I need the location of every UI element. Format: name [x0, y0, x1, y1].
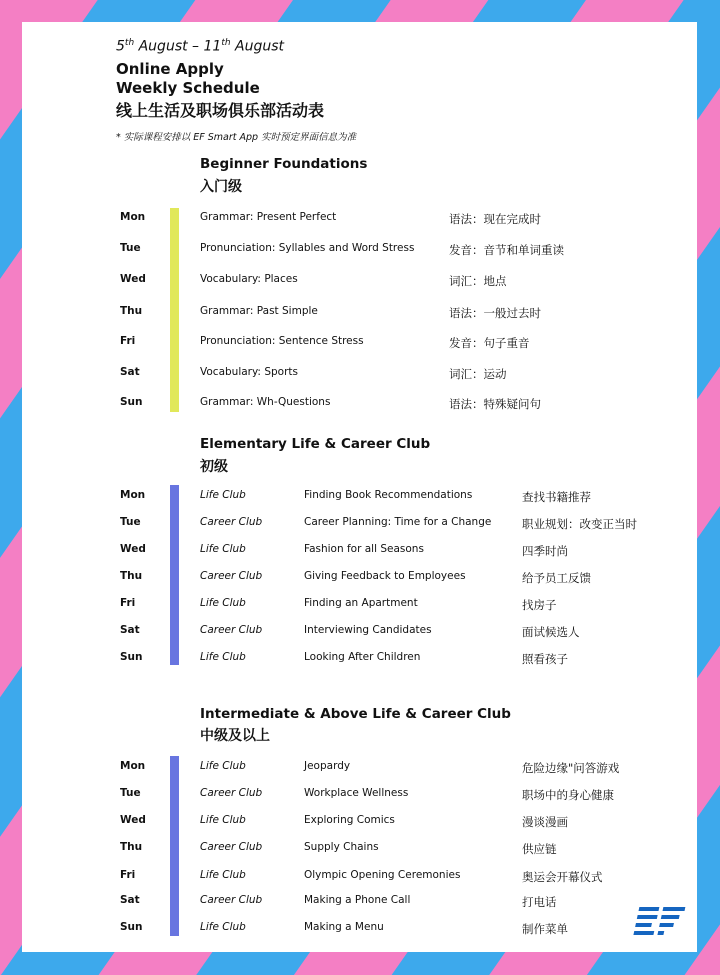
class-topic: Pronunciation: Sentence Stress — [200, 335, 364, 347]
day-label: Tue — [120, 242, 141, 254]
section-title-beginner-cn: 入门级 — [200, 179, 242, 195]
class-topic-cn: 奥运会开幕仪式 — [522, 870, 603, 884]
day-label: Sat — [120, 894, 140, 906]
class-topic-cn: 语法：特殊疑问句 — [449, 397, 541, 411]
schedule-sheet — [22, 22, 697, 952]
section-title-elementary-cn: 初级 — [200, 459, 228, 475]
club-type: Career Club — [200, 841, 263, 853]
club-type: Life Club — [200, 869, 246, 881]
intermediate-color-bar — [170, 756, 179, 936]
class-topic-cn: 危险边缘"问答游戏 — [522, 761, 620, 775]
class-topic: Interviewing Candidates — [304, 624, 432, 636]
class-topic-cn: 四季时尚 — [522, 544, 568, 558]
section-title-elementary: Elementary Life & Career Club — [200, 436, 431, 452]
class-topic-cn: 词汇：运动 — [449, 367, 507, 381]
day-label: Sun — [120, 921, 143, 933]
class-topic: Vocabulary: Sports — [200, 366, 298, 378]
class-topic: Grammar: Wh-Questions — [200, 396, 331, 408]
day-label: Fri — [120, 597, 136, 609]
class-topic: Grammar: Past Simple — [200, 305, 318, 317]
day-label: Sat — [120, 624, 140, 636]
elementary-color-bar — [170, 485, 179, 665]
day-label: Tue — [120, 516, 141, 528]
class-topic: Workplace Wellness — [304, 787, 409, 799]
day-label: Mon — [120, 489, 146, 501]
class-topic: Giving Feedback to Employees — [304, 570, 466, 582]
club-type: Life Club — [200, 760, 246, 772]
club-type: Career Club — [200, 894, 263, 906]
club-type: Life Club — [200, 543, 246, 555]
class-topic: Career Planning: Time for a Change — [304, 516, 492, 528]
class-topic: Vocabulary: Places — [200, 273, 298, 285]
class-topic-cn: 照看孩子 — [522, 652, 568, 666]
day-label: Sat — [120, 366, 140, 378]
class-topic-cn: 供应链 — [522, 842, 557, 856]
class-topic: Olympic Opening Ceremonies — [304, 869, 461, 881]
schedule-note: * 实际课程安排以 EF Smart App 实时预定界面信息为准 — [116, 132, 357, 143]
class-topic: Finding Book Recommendations — [304, 489, 473, 501]
class-topic-cn: 发音：音节和单词重读 — [449, 243, 564, 257]
club-type: Life Club — [200, 814, 246, 826]
class-topic-cn: 漫谈漫画 — [522, 815, 568, 829]
day-label: Wed — [120, 273, 146, 285]
header-weekly-schedule: Weekly Schedule — [116, 79, 260, 97]
class-topic-cn: 查找书籍推荐 — [522, 490, 591, 504]
club-type: Career Club — [200, 570, 263, 582]
class-topic: Exploring Comics — [304, 814, 395, 826]
class-topic: Making a Phone Call — [304, 894, 411, 906]
club-type: Life Club — [200, 489, 246, 501]
club-type: Life Club — [200, 597, 246, 609]
day-label: Fri — [120, 335, 136, 347]
class-topic: Jeopardy — [304, 760, 351, 772]
date-range: 5th August – 11th August — [116, 38, 285, 55]
day-label: Thu — [120, 305, 143, 317]
class-topic-cn: 职场中的身心健康 — [522, 788, 614, 802]
beginner-color-bar — [170, 208, 179, 412]
day-label: Mon — [120, 211, 146, 223]
section-title-intermediate-cn: 中级及以上 — [200, 728, 270, 744]
class-topic: Making a Menu — [304, 921, 384, 933]
class-topic-cn: 语法：一般过去时 — [449, 306, 541, 320]
section-title-beginner: Beginner Foundations — [200, 156, 368, 172]
class-topic-cn: 找房子 — [522, 598, 557, 612]
class-topic: Grammar: Present Perfect — [200, 211, 337, 223]
class-topic: Looking After Children — [304, 651, 421, 663]
ef-logo-icon — [628, 904, 690, 942]
header-online-apply: Online Apply — [116, 60, 224, 78]
section-title-intermediate: Intermediate & Above Life & Career Club — [200, 706, 511, 722]
day-label: Wed — [120, 543, 146, 555]
club-type: Career Club — [200, 624, 263, 636]
day-label: Mon — [120, 760, 146, 772]
class-topic-cn: 面试候选人 — [522, 625, 580, 639]
class-topic-cn: 打电话 — [522, 895, 557, 909]
day-label: Thu — [120, 570, 143, 582]
day-label: Thu — [120, 841, 143, 853]
class-topic: Finding an Apartment — [304, 597, 418, 609]
day-label: Tue — [120, 787, 141, 799]
club-type: Career Club — [200, 787, 263, 799]
club-type: Life Club — [200, 651, 246, 663]
class-topic-cn: 职业规划：改变正当时 — [522, 517, 637, 531]
class-topic: Supply Chains — [304, 841, 379, 853]
class-topic-cn: 词汇：地点 — [449, 274, 507, 288]
day-label: Sun — [120, 396, 143, 408]
club-type: Career Club — [200, 516, 263, 528]
class-topic-cn: 发音：句子重音 — [449, 336, 530, 350]
class-topic-cn: 制作菜单 — [522, 922, 568, 936]
header-title-cn: 线上生活及职场俱乐部活动表 — [116, 101, 325, 120]
day-label: Wed — [120, 814, 146, 826]
class-topic: Pronunciation: Syllables and Word Stress — [200, 242, 415, 254]
day-label: Sun — [120, 651, 143, 663]
club-type: Life Club — [200, 921, 246, 933]
class-topic: Fashion for all Seasons — [304, 543, 424, 555]
class-topic-cn: 语法：现在完成时 — [449, 212, 541, 226]
class-topic-cn: 给予员工反馈 — [522, 571, 591, 585]
day-label: Fri — [120, 869, 136, 881]
